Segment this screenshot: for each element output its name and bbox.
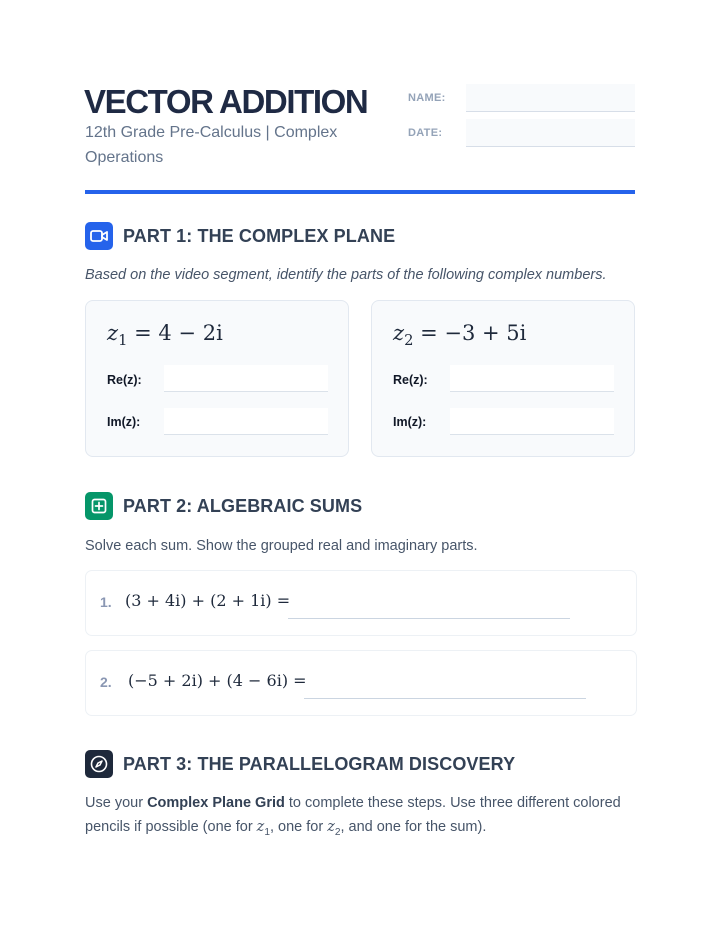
complex-number-card-1 — [85, 300, 349, 457]
imaginary-part-label: Im(z): — [393, 415, 427, 429]
worksheet-page — [84, 83, 635, 838]
imaginary-part-input-1[interactable] — [164, 408, 328, 435]
part1-heading — [85, 222, 395, 250]
problem-number: 2. — [100, 674, 112, 690]
problem-expression: (−5 + 2i) + (4 − 6i) = — [128, 671, 307, 690]
worksheet-title: VECTOR ADDITION — [84, 83, 368, 120]
answer-line-1[interactable] — [288, 618, 570, 619]
part3-title: PART 3: THE PARALLELOGRAM DISCOVERY — [123, 753, 516, 774]
real-part-label: Re(z): — [107, 373, 142, 387]
part3-heading — [85, 750, 515, 778]
worksheet-subtitle: 12th Grade Pre-Calculus | Complex Operations — [85, 124, 338, 166]
answer-line-2[interactable] — [304, 698, 586, 699]
compass-icon — [85, 750, 113, 778]
header-divider — [85, 190, 635, 194]
real-part-label: Re(z): — [393, 373, 428, 387]
complex-number-2: $z_2 = -3 + 5i$ — [393, 321, 527, 350]
part1-instructions: Based on the video segment, identify the parts of the following complex numbers. — [85, 267, 607, 283]
problem-expression: (3 + 4i) + (2 + 1i) = — [125, 591, 291, 610]
imaginary-part-label: Im(z): — [107, 415, 141, 429]
name-label: NAME: — [408, 92, 446, 104]
imaginary-part-input-2[interactable] — [450, 408, 614, 435]
part3-instructions: Use your Complex Plane Grid to complete these steps. Use three different colored pencils if possible (one for $z_1$, one for $z_2$, and one for the sum). — [85, 795, 621, 838]
real-part-input-2[interactable] — [450, 365, 614, 392]
plus-square-icon — [85, 492, 113, 520]
part1-title: PART 1: THE COMPLEX PLANE — [123, 225, 396, 246]
name-row — [408, 84, 636, 119]
complex-number-1: $z_1 = 4 - 2i$ — [107, 321, 223, 350]
student-info — [408, 84, 636, 154]
problem-2 — [85, 650, 637, 716]
complex-number-card-2 — [371, 300, 635, 457]
video-camera-icon — [85, 222, 113, 250]
date-row — [408, 119, 636, 154]
date-field[interactable] — [466, 119, 635, 147]
part2-instructions: Solve each sum. Show the grouped real and imaginary parts. — [85, 538, 478, 554]
part2-title: PART 2: ALGEBRAIC SUMS — [123, 495, 363, 516]
worksheet-header — [85, 84, 635, 190]
real-part-input-1[interactable] — [164, 365, 328, 392]
problem-1 — [85, 570, 637, 636]
date-label: DATE: — [408, 127, 443, 139]
problem-number: 1. — [100, 594, 112, 610]
part2-heading — [85, 492, 362, 520]
name-field[interactable] — [466, 84, 635, 112]
